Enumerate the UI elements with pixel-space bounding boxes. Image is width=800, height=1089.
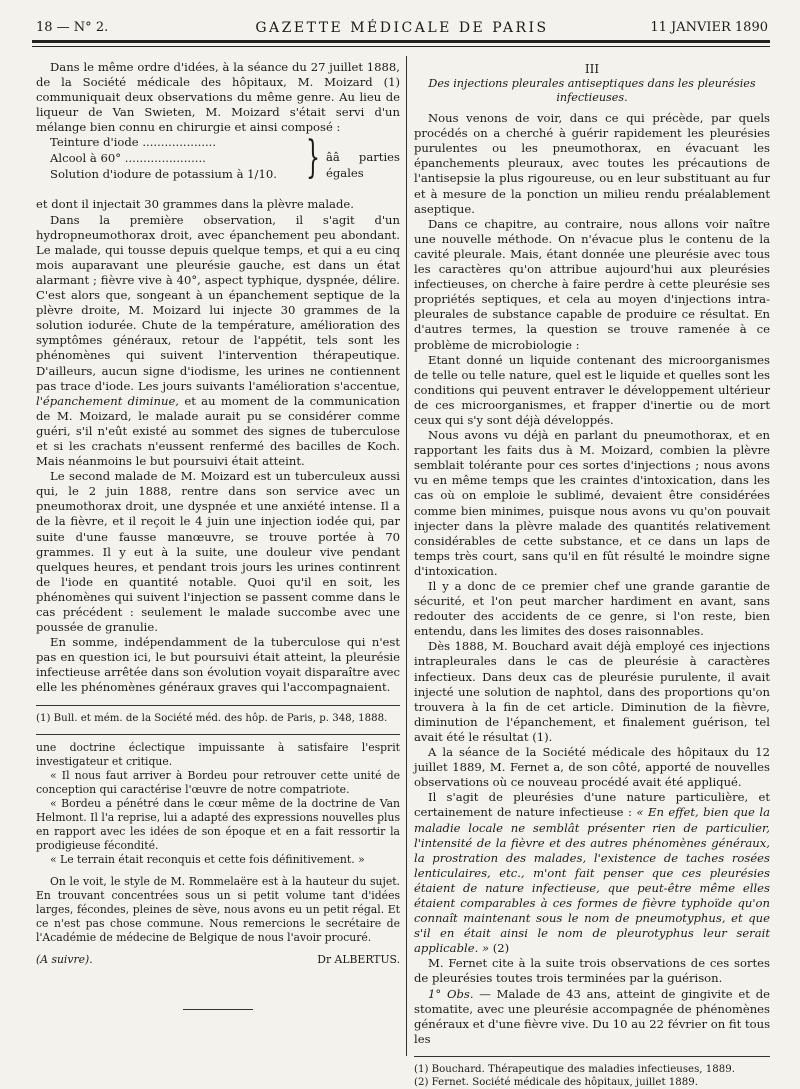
footnote: (2) Fernet. Société médicale des hôpitaux, juillet 1889.: [414, 1076, 698, 1088]
journal-title: GAZETTE MÉDICALE DE PARIS: [255, 20, 549, 36]
formula-proportion: ââ parties égales: [326, 150, 400, 180]
section-rule: [36, 734, 400, 735]
signature-line: [36, 953, 400, 967]
issue-date: 11 JANVIER 1890: [650, 20, 768, 35]
paragraph: Etant donné un liquide contenant des microorganismes de telle ou telle nature, quel est le liquide et quelles sont les conditions qui peuvent entraver le développement ultérieur de ces microorganismes, et frapper d'inertie ou de mort ceux qui s'y sont déjà développés.: [414, 352, 771, 427]
paragraph: A la séance de la Société médicale des hôpitaux du 12 juillet 1889, M. Fernet a, de son côté, apporté de nouvelles observations où ce nouveau procédé avait été appliqué.: [414, 745, 770, 790]
formula-block: [50, 132, 400, 197]
section-number: III: [584, 62, 600, 76]
footnote-rule: [414, 1056, 770, 1057]
paragraph: Dans la première observation, il s'agit d'un hydropneumothorax droit, avec épanchement peu abondant. Le malade, qui tousse depuis quelque temps, et qui a eu cinq mois auparavant une pleurésie gauche, est dans un état alarmant ; fièvre vive à 40°, aspect typhique, dyspnée, délire. C'est alors que, songeant à un épanchement septique de la plèvre droite, M. Moizard lui injecte 30 grammes de la solution iodurée. Chute de la température, amélioration des symptômes généraux, retour de l'appétit, tels sont les phénomènes qui suivent l'intervention thérapeutique. D'ailleurs, aucun signe d'iodisme, les urines ne contiennent pas trace d'iode. Les jours suivants l'amélioration s'accentue, l'épanchement diminue, et au moment de la communication de M. Moizard, le malade aurait pu se considérer comme guéri, s'il n'eût existé au sommet des signes de tuberculose et si les crachats n'eussent renfermé des bacilles de Koch. Mais néanmoins le but poursuivi était atteint.: [36, 212, 401, 469]
quote-paragraph: « Bordeu a pénétré dans le cœur même de la doctrine de Van Helmont. Il l'a reprise, lui a adapté des expressions nouvelles plus en rapport avec les idées de son époque et en a fait ressortir la prodigieuse fécondité.: [36, 796, 400, 852]
author-signature: Dr ALBERTUS.: [317, 952, 400, 966]
italic-phrase: l'épanchement diminue,: [36, 393, 179, 408]
footnote: (1) Bouchard. Thérapeutique des maladies infectieuses, 1889.: [414, 1063, 735, 1075]
brace-symbol: }: [306, 132, 320, 184]
section-title: Des injections pleurales antiseptiques dans les pleurésies infectieuses.: [428, 77, 756, 105]
italic-quote: « En effet, bien que la maladie locale ne semblât présenter rien de particulier, l'intensité de la fièvre et des autres phénomènes généraux, la prostration des malades, l'existence de taches rosées lenticulaires, etc., m'ont fait penser que ces pleurésies étaient de nature infectieuse, que peut-être même elles étaient comparables à ces formes de fièvre typhoïde qu'on connaît maintenant sous le nom de pneumotyphus, et que s'il en était ainsi le nom de pleurotyphus leur serait applicable. »: [414, 805, 770, 956]
observation-lead: 1° Obs.: [428, 986, 474, 1001]
column-divider: [406, 56, 407, 1056]
paragraph: Dès 1888, M. Bouchard avait déjà employé ces injections intrapleurales dans le cas de pleurésie à caractères infectieux. Dans deux cas de pleurésie purulente, il avait injecté une solution de naphtol, dans des proportions qu'on trouvera à la fin de cet article. Diminution de la fièvre, diminution de l'épanchement, et finalement guérison, tel avait été le résultat (1).: [414, 639, 770, 744]
quote-paragraph: « Le terrain était reconquis et cette fois définitivement. »: [50, 852, 365, 866]
paragraph: Dans le même ordre d'idées, à la séance du 27 juillet 1888, de la Société médicale des hôpitaux, M. Moizard (1) communiquait deux observations du même genre. Au lieu de liqueur de Van Swieten, M. Moizard s'était servi d'un mélange bien connu en chirurgie et ainsi composé :: [36, 60, 400, 135]
paragraph: En somme, indépendamment de la tuberculose qui n'est pas en question ici, le but poursuivi était atteint, la pleurésie infectieuse arrêtée dans son évolution voyait disparaître avec elle les phénomènes généraux graves qui l'accompagnaient.: [36, 635, 400, 695]
page-number: 18 — N° 2.: [36, 20, 109, 35]
header-rule-thin: [32, 46, 770, 47]
quote-paragraph: « Il nous faut arriver à Bordeu pour retrouver cette unité de conception qui caractérise l'œuvre de notre compatriote.: [36, 768, 400, 796]
continued-note: (A suivre).: [36, 952, 93, 966]
paragraph: Il y a donc de ce premier chef une grande garantie de sécurité, et l'on peut marcher hardiment en avant, sans redouter des accidents de ce genre, si l'on reste, bien entendu, dans les limites des doses raisonnables.: [414, 579, 770, 639]
footnote: (1) Bull. et mém. de la Société méd. des hôp. de Paris, p. 348, 1888.: [36, 712, 388, 724]
formula-line: Solution d'iodure de potassium à 1/10.: [50, 167, 277, 182]
paragraph: Il s'agit de pleurésies d'une nature particulière, et certainement de nature infectieuse : « En effet, bien que la maladie locale ne semblât présenter rien de particulier, l'intensité de la fièvre et des autres phénomènes généraux, la prostration des malades, l'existence de taches rosées lenticulaires, etc., m'ont fait penser que ces pleurésies étaient de nature infectieuse, que peut-être même elles étaient comparables à ces formes de fièvre typhoïde qu'on connaît maintenant sous le nom de pneumotyphus, et que s'il en était ainsi le nom de pleurotyphus leur serait applicable. » (2): [414, 790, 770, 956]
paragraph: Nous venons de voir, dans ce qui précède, par quels procédés on a cherché à guérir rapidement les pleurésies purulentes ou les pneumothorax, en évacuant les épanchements pleuraux, avec toutes les précautions de l'antisepsie la plus rigoureuse, ou en leur substituant au fur et à mesure de la ponction un milieu rendu préalablement aseptique.: [414, 111, 770, 216]
paragraph: Le second malade de M. Moizard est un tuberculeux aussi qui, le 2 juin 1888, rentre dans son service avec un pneumothorax droit, une dyspnée et une anxiété intense. Il a de la fièvre, et il reçoit le 4 juin une injection iodée qui, par suite d'une fausse manœuvre, se trouve portée à 70 grammes. Il y eut à la suite, une douleur vive pendant quelques heures, et pendant trois jours les urines continrent de l'iode en quantité notable. Quoi qu'il en soit, les phénomènes qui suivent l'injection se passent comme dans le cas précédent : seulement le malade succombe avec une poussée de granulie.: [36, 469, 400, 635]
paragraph: une doctrine éclectique impuissante à satisfaire l'esprit investigateur et critique.: [36, 740, 400, 768]
paragraph: 1° Obs. — Malade de 43 ans, atteint de gingivite et de stomatite, avec une pleurésie accompagnée de phénomènes généraux et d'une fièvre vive. Du 10 au 22 février on fit tous les: [414, 986, 771, 1046]
footnote-rule: [36, 705, 400, 706]
paragraph: M. Fernet cite à la suite trois observations de ces sortes de pleurésies toutes trois terminées par la guérison.: [414, 956, 770, 986]
page-header: [36, 18, 768, 38]
formula-line: Teinture d'iode ....................: [50, 135, 217, 150]
formula-line: Alcool à 60° ......................: [50, 151, 206, 166]
right-column: [414, 60, 770, 1089]
paragraph: Nous avons vu déjà en parlant du pneumothorax, et en rapportant les faits dus à M. Moizard, combien la plèvre semblait tolérante pour ces sortes d'injections ; nous avons vu en même temps que les craintes d'intoxication, dans les cas où on emploie le sublimé, devaient être considérées comme bien minimes, puisque nous avons vu qu'on pouvait injecter dans la plèvre malade des quantités relativement considérables de cette substance, et ce dans un laps de temps très court, sans qu'il en fût résulté le moindre signe d'intoxication.: [414, 428, 770, 578]
paragraph: On le voit, le style de M. Rommelaëre est à la hauteur du sujet. En trouvant concentrées sous un si petit volume tant d'idées larges, fécondes, pleines de sève, nous avons eu un petit régal. Et ce n'est pas chose commune. Nous remercions le secrétaire de l'Académie de médecine de Belgique de nous l'avoir procuré.: [36, 874, 400, 944]
paragraph: Dans ce chapitre, au contraire, nous allons voir naître une nouvelle méthode. On n'évacue plus le contenu de la cavité pleurale. Mais, étant donnée une pleurésie avec tous les caractères qu'on attribue aujourd'hui aux pleurésies infectieuses, on cherche à faire perdre à cette pleurésie ses propriétés septiques, et cela au moyen d'injections intra-pleurales de substance capable de produire ce résultat. En d'autres termes, la question se trouve ramenée à ce problème de microbiologie :: [414, 216, 770, 352]
paragraph: et dont il injectait 30 grammes dans la plèvre malade.: [36, 197, 354, 212]
end-rule: [183, 1009, 253, 1010]
header-rule-thick: [32, 40, 770, 43]
left-column: [36, 60, 400, 1010]
